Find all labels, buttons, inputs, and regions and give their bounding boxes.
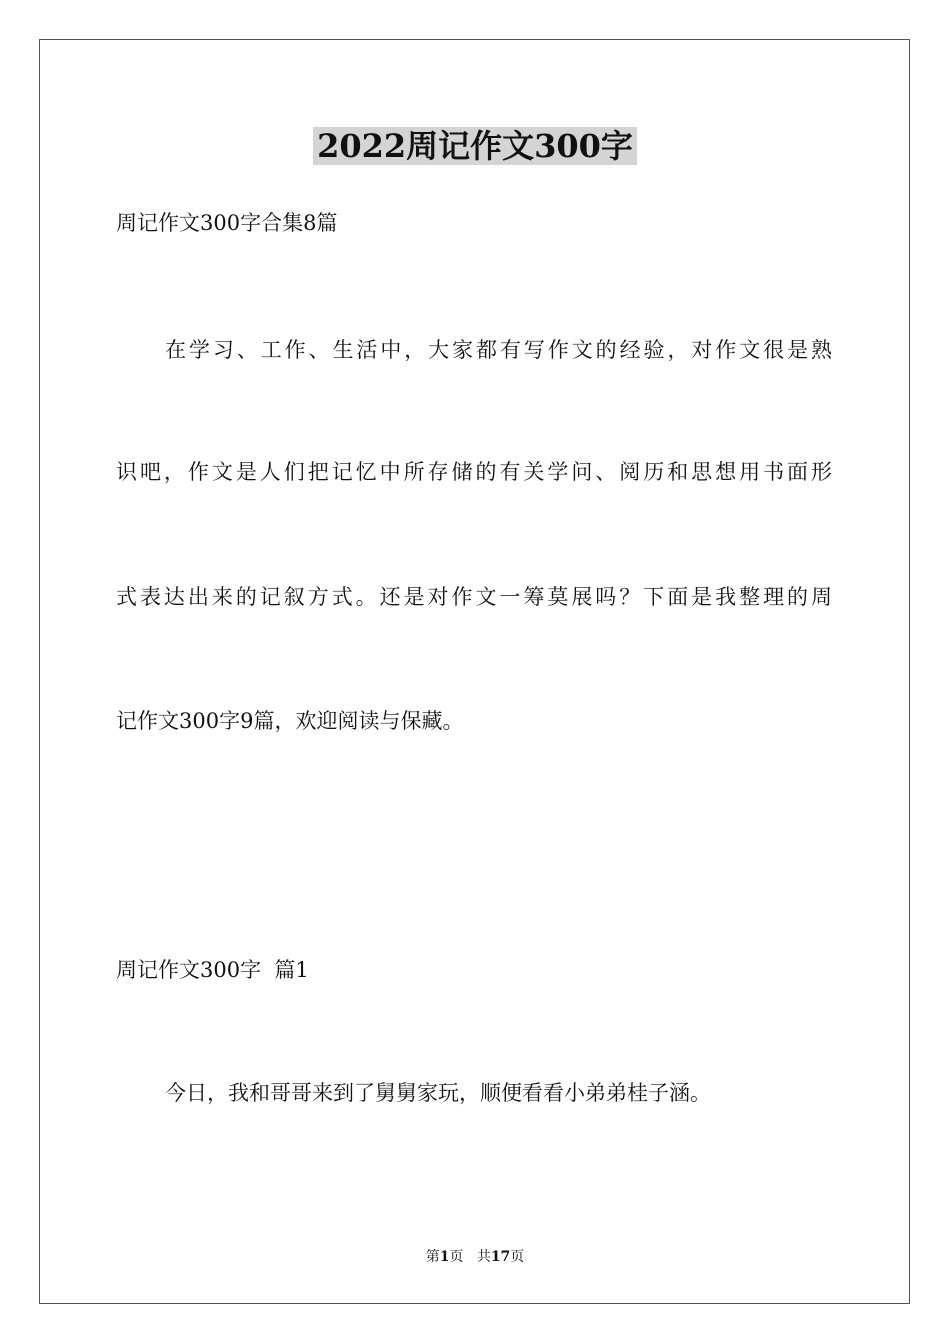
intro-paragraph-line-3: 式表达出来的记叙方式。还是对作文一筹莫展吗？下面是我整理的周 (116, 585, 832, 609)
intro-paragraph-line-4: 记作文300字9篇，欢迎阅读与保藏。 (116, 709, 464, 733)
footer-page-word: 页 (449, 1249, 464, 1265)
section-paragraph-line-1: 今日，我和哥哥来到了舅舅家玩，顺便看看小弟弟桂子涵。 (165, 1081, 711, 1105)
footer-total-suffix: 页 (510, 1249, 525, 1265)
footer-prefix: 第 (425, 1249, 440, 1265)
footer-total-prefix: 共 (476, 1249, 491, 1265)
footer-current-page: 1 (439, 1249, 450, 1265)
section-heading: 周记作文300字 篇1 (116, 958, 309, 982)
document-subtitle: 周记作文300字合集8篇 (116, 211, 338, 235)
document-title (0, 124, 950, 168)
intro-paragraph-line-1: 在学习、工作、生活中，大家都有写作文的经验，对作文很是熟 (165, 338, 832, 362)
intro-paragraph-line-2: 识吧，作文是人们把记忆中所存储的有关学问、阅历和思想用书面形 (116, 460, 832, 484)
page-footer (0, 1247, 950, 1267)
document-title-text: 2022周记作文300字 (313, 127, 637, 165)
footer-total-pages: 17 (490, 1249, 511, 1265)
